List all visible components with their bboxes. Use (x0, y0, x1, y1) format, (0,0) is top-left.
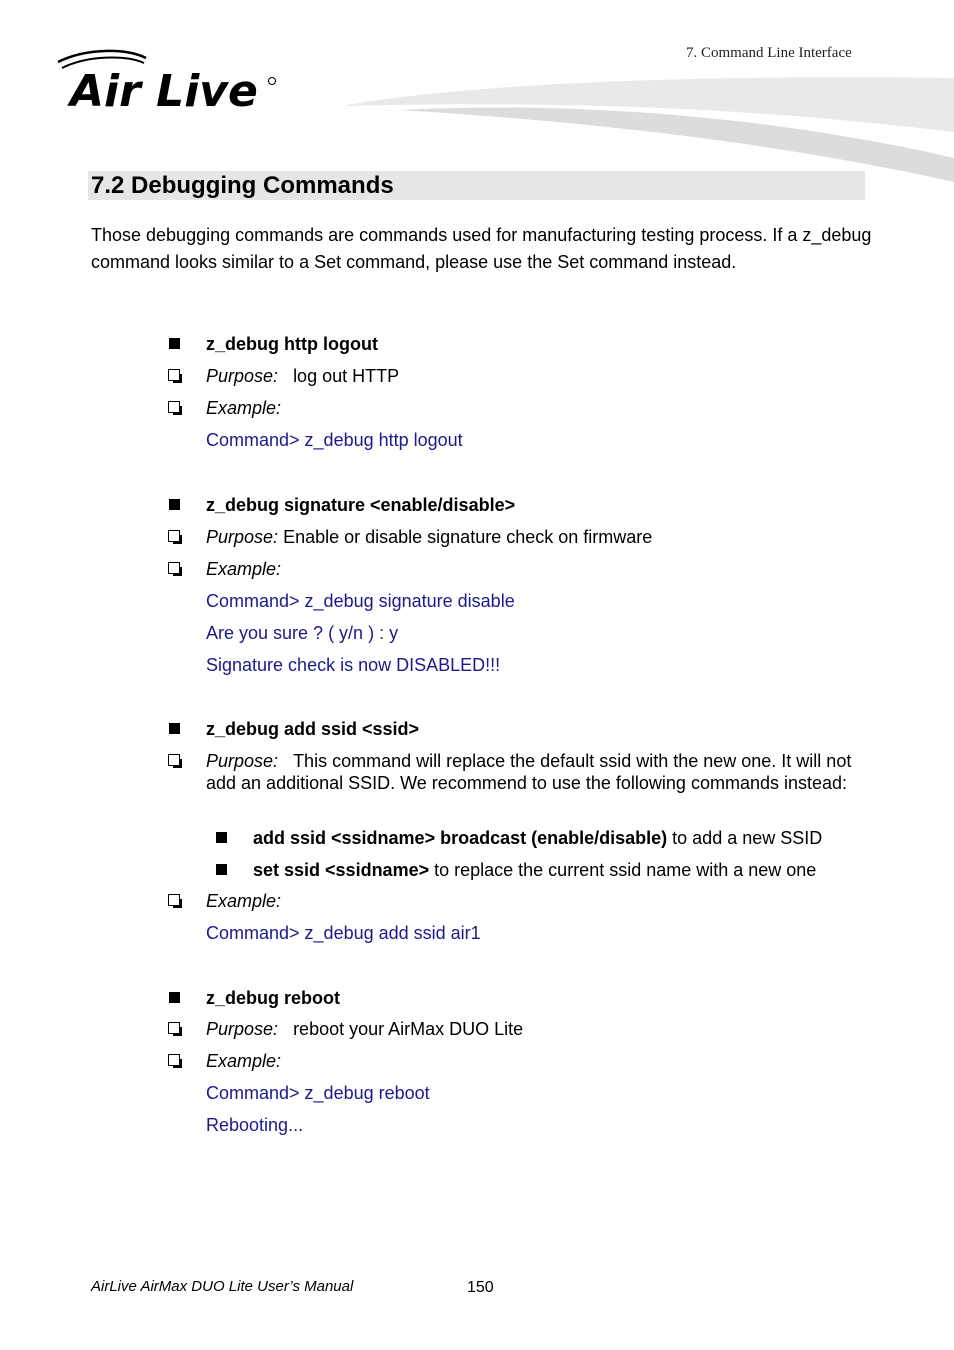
command-output-line: Command> z_debug add ssid air1 (206, 923, 481, 943)
bullet-square-icon (169, 338, 180, 349)
command-output-line: Command> z_debug reboot (206, 1083, 430, 1103)
purpose-label: Purpose: (206, 527, 279, 547)
purpose-label: Purpose: (206, 1019, 279, 1039)
section-title: 7.2 Debugging Commands (91, 172, 394, 199)
example-label: Example: (206, 559, 282, 579)
svg-text:Air Live: Air Live (70, 66, 258, 114)
purpose-text: reboot your AirMax DUO Lite (293, 1019, 524, 1039)
command-name: z_debug signature <enable/disable> (206, 495, 516, 515)
command-output-line: Signature check is now DISABLED!!! (206, 655, 501, 675)
command-output-line: Command> z_debug signature disable (206, 591, 515, 611)
example-label: Example: (206, 891, 282, 911)
command-name: z_debug http logout (206, 334, 378, 354)
sub-command-syntax: add ssid <ssidname> broadcast (enable/disable) (253, 828, 668, 848)
checkbox-bullet-icon (168, 562, 180, 574)
sub-command-line (253, 827, 822, 849)
sub-command-description: to replace the current ssid name with a new one (429, 860, 817, 880)
bullet-square-icon (169, 992, 180, 1003)
sub-command-line (253, 859, 816, 881)
sub-command-description: to add a new SSID (667, 828, 823, 848)
purpose-text: This command will replace the default ssid with the new one. It will not add an additional SSID. We recommend to use the following commands instead: (206, 751, 852, 793)
example-label: Example: (206, 1051, 282, 1071)
bullet-square-icon (216, 832, 227, 843)
purpose-line (206, 526, 652, 548)
checkbox-bullet-icon (168, 530, 180, 542)
footer-manual-title: AirLive AirMax DUO Lite User’s Manual (91, 1278, 354, 1295)
checkbox-bullet-icon (168, 369, 180, 381)
checkbox-bullet-icon (168, 894, 180, 906)
checkbox-bullet-icon (168, 754, 180, 766)
bullet-square-icon (169, 499, 180, 510)
command-output-line: Rebooting... (206, 1115, 304, 1135)
checkbox-bullet-icon (168, 401, 180, 413)
purpose-text: Enable or disable signature check on firmware (283, 527, 653, 547)
example-label: Example: (206, 398, 282, 418)
bullet-square-icon (169, 723, 180, 734)
command-output-line: Are you sure ? ( y/n ) : y (206, 623, 399, 643)
chapter-header: 7. Command Line Interface (686, 45, 852, 61)
purpose-label: Purpose: (206, 366, 279, 386)
purpose-line (206, 750, 866, 794)
purpose-text: log out HTTP (293, 366, 400, 386)
command-output-line: Command> z_debug http logout (206, 430, 463, 450)
intro-paragraph: Those debugging commands are commands used for manufacturing testing process. If a z_debug command looks similar to a Set command, please use the Set command instead. (91, 225, 872, 272)
checkbox-bullet-icon (168, 1022, 180, 1034)
page-number: 150 (467, 1279, 494, 1296)
airlive-logo (56, 48, 286, 114)
command-name: z_debug add ssid <ssid> (206, 719, 420, 739)
purpose-label: Purpose: (206, 751, 279, 771)
checkbox-bullet-icon (168, 1054, 180, 1066)
sub-command-syntax: set ssid <ssidname> (253, 860, 430, 880)
bullet-square-icon (216, 864, 227, 875)
purpose-line (206, 1018, 523, 1040)
command-name: z_debug reboot (206, 988, 340, 1008)
purpose-line (206, 365, 399, 387)
